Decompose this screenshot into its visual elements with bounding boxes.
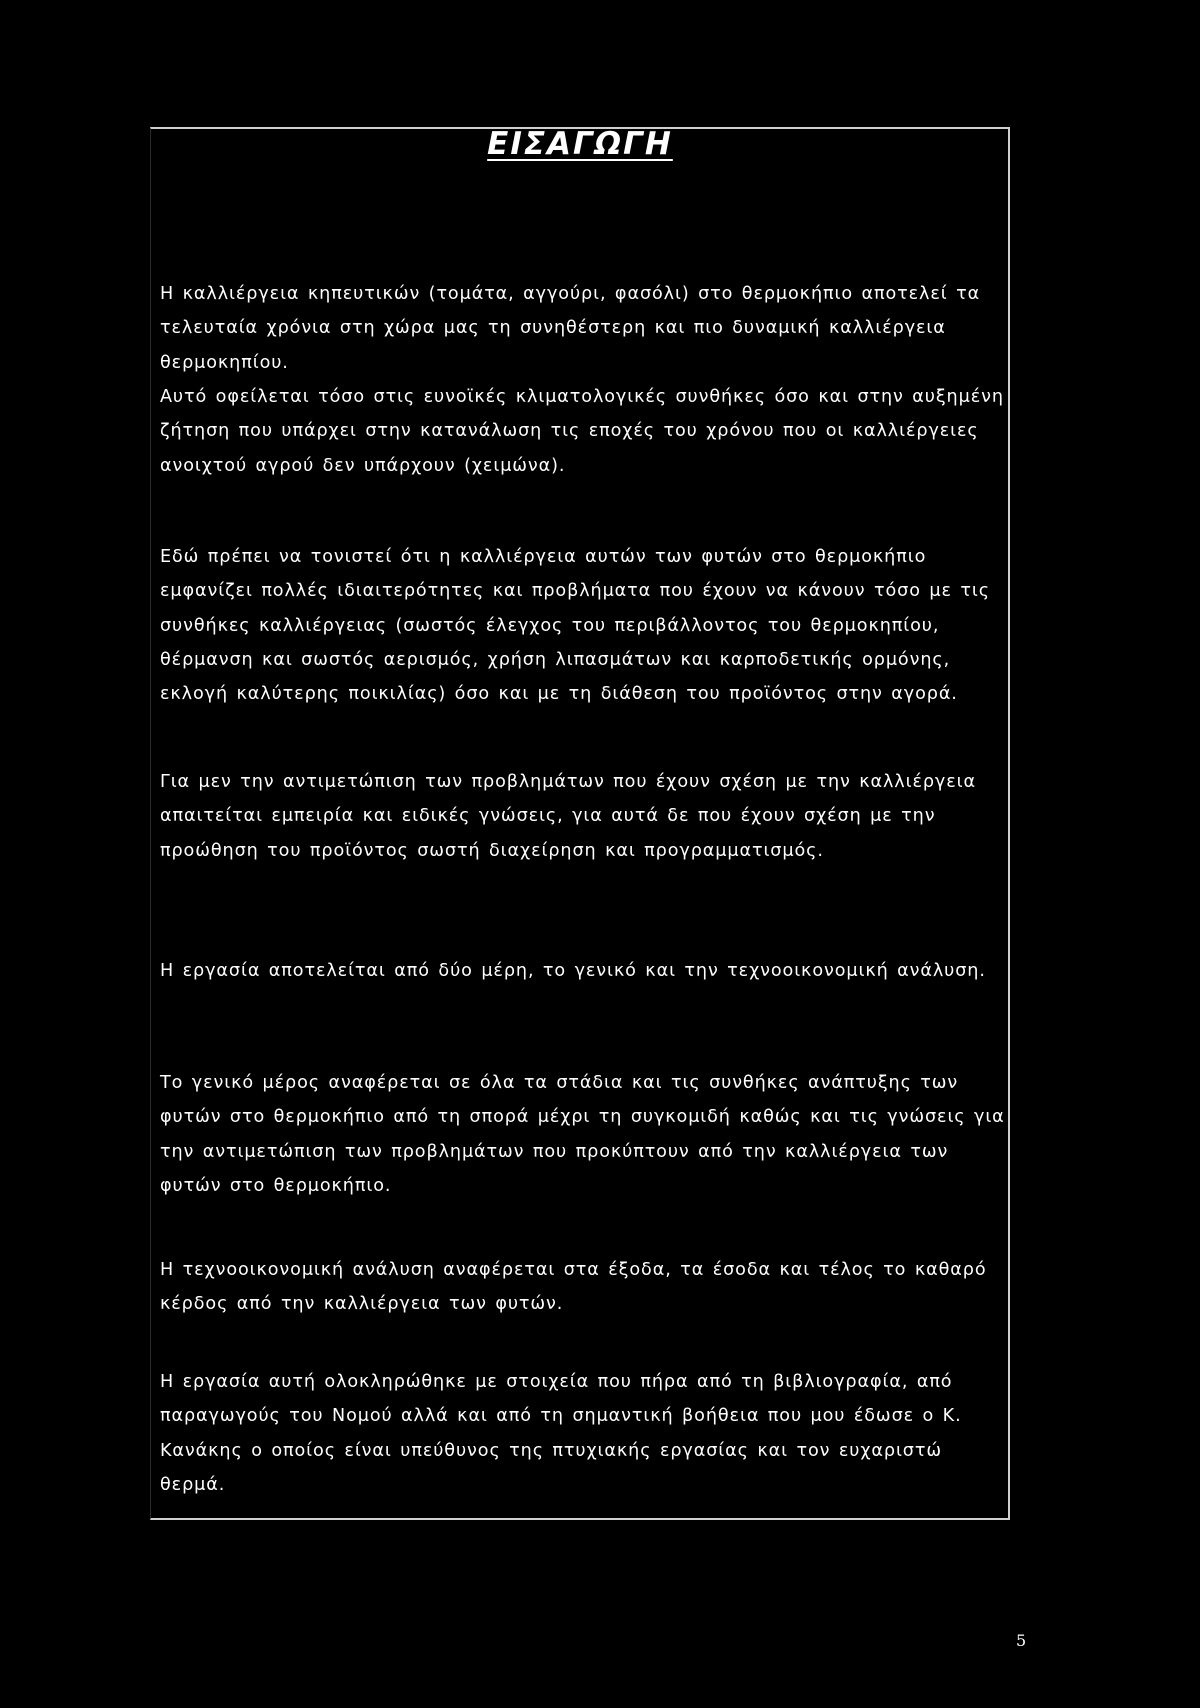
paragraph-4: Για μεν την αντιμετώπιση των προβλημάτων που έχουν σχέση με την καλλιέργεια απαιτείται εμπειρία και ειδικές γνώσεις, για αυτά δε που έχουν σχέση με την προώθηση του προϊόντος σωστή διαχείρηση και προγραμματισμός. [160, 772, 977, 861]
paragraph-6: Το γενικό μέρος αναφέρεται σε όλα τα στάδια και τις συνθήκες ανάπτυξης των φυτών στο θερμοκήπιο από τη σπορά μέχρι τη συγκομιδή καθώς και τις γνώσεις για την αντιμετώπιση των προβλημάτων που προκύπτουν από την καλλιέργεια των φυτών στο θερμοκήπιο. [160, 1073, 1005, 1196]
paragraph-2: Αυτό οφείλεται τόσο στις ευνοϊκές κλιματολογικές συνθήκες όσο και στην αυξημένη ζήτηση που υπάρχει στην κατανάλωση τις εποχές του χρόνου που οι καλλιέργειες ανοιχτού αγρού δεν υπάρχουν (χειμώνα). [160, 387, 1004, 476]
paragraph-5: Η εργασία αποτελείται από δύο μέρη, το γενικό και την τεχνοοικονομική ανάλυση. [160, 961, 986, 981]
paragraph-7: Η τεχνοοικονομική ανάλυση αναφέρεται στα έξοδα, τα έσοδα και τέλος το καθαρό κέρδος από την καλλιέργεια των φυτών. [160, 1260, 987, 1315]
page-number: 5 [1016, 1631, 1027, 1650]
paragraph-1: Η καλλιέργεια κηπευτικών (τομάτα, αγγούρι, φασόλι) στο θερμοκήπιο αποτελεί τα τελευταία χρόνια στη χώρα μας τη συνηθέστερη και πιο δυναμική καλλιέργεια θερμοκηπίου. [160, 284, 981, 373]
paragraph-8: Η εργασία αυτή ολοκληρώθηκε με στοιχεία που πήρα από τη βιβλιογραφία, από παραγωγούς του Νομού αλλά και από τη σημαντική βοήθεια που μου έδωσε ο Κ. Κανάκης ο οποίος είναι υπεύθυνος της πτυχιακής εργασίας και τον ευχαριστώ θερμά. [160, 1372, 962, 1495]
page-title: ΕΙΣΑΓΩΓΗ [487, 126, 673, 162]
paragraph-3: Εδώ πρέπει να τονιστεί ότι η καλλιέργεια αυτών των φυτών στο θερμοκήπιο εμφανίζει πολλές ιδιαιτερότητες και προβλήματα που έχουν να κάνουν τόσο με τις συνθήκες καλλιέργειας (σωστός έλεγχος του περιβάλλοντος του θερμοκηπίου, θέρμανση και σωστός αερισμός, χρήση λιπασμάτων και καρποδετικής ορμόνης, εκλογή καλύτερης ποικιλίας) όσο και με τη διάθεση του προϊόντος στην αγορά. [160, 547, 990, 705]
